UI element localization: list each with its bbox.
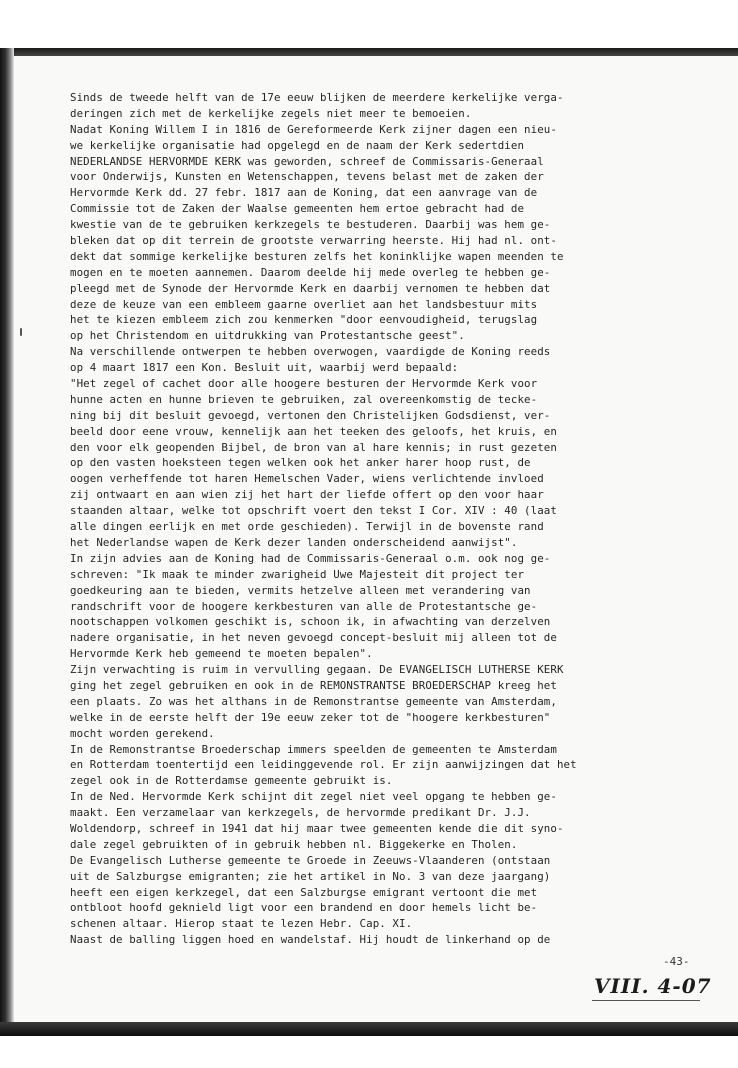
text-line: maakt. Een verzamelaar van kerkzegels, de hervormde predikant Dr. J.J.	[70, 806, 531, 820]
text-line: een plaats. Zo was het althans in de Remonstrantse gemeente van Amsterdam,	[70, 694, 557, 708]
text-line: heeft een eigen kerkzegel, dat een Salzburgse emigrant vertoont die met	[70, 885, 538, 899]
text-line: mocht worden gerekend.	[70, 726, 215, 740]
text-line: ging het zegel gebruiken en ook in de REMONSTRANTSE BROEDERSCHAP kreeg het	[70, 678, 557, 692]
text-line: Woldendorp, schreef in 1941 dat hij maar twee gemeenten kende die dit syno-	[70, 821, 564, 835]
text-line: zij ontwaart en aan wien zij het hart der liefde offert op den voor haar	[70, 488, 544, 502]
text-line: De Evangelisch Lutherse gemeente te Groede in Zeeuws-Vlaanderen (ontstaan	[70, 853, 551, 867]
text-line: In de Remonstrantse Broederschap immers speelden de gemeenten te Amsterdam	[70, 742, 557, 756]
text-line: Commissie tot de Zaken der Waalse gemeenten hem ertoe gebracht had de	[70, 202, 525, 216]
margin-mark	[20, 328, 22, 336]
text-line: goedkeuring aan te bieden, vermits hetzelve alleen met verandering van	[70, 583, 531, 597]
text-line: Zijn verwachting is ruim in vervulling gegaan. De EVANGELISCH LUTHERSE KERK	[70, 663, 564, 677]
scan-border-bottom	[0, 1022, 738, 1036]
page-number: -43-	[663, 955, 690, 968]
text-line: het Nederlandse wapen de Kerk dezer landen onderscheidend aanwijst".	[70, 535, 518, 549]
text-line: In zijn advies aan de Koning had de Commissaris-Generaal o.m. ook nog ge-	[70, 551, 551, 565]
text-line: Naast de balling liggen hoed en wandelstaf. Hij houdt de linkerhand op de	[70, 933, 551, 947]
text-line: den voor elk geopenden Bijbel, de bron van al hare kennis; in rust gezeten	[70, 440, 557, 454]
text-line: pleegd met de Synode der Hervormde Kerk en daarbij vernomen te hebben dat	[70, 281, 551, 295]
text-line: ontbloot hoofd geknield ligt voor een brandend en door hemels licht be-	[70, 901, 538, 915]
text-line: op het Christendom en uitdrukking van Protestantsche geest".	[70, 329, 465, 343]
text-line: beeld door eene vrouw, kennelijk aan het teeken des geloofs, het kruis, en	[70, 424, 557, 438]
archive-stamp: VIII. 4-07	[594, 974, 712, 998]
text-line: oogen verheffende tot haren Hemelschen Vader, wiens verlichtende invloed	[70, 472, 544, 486]
stamp-underline	[592, 1000, 700, 1001]
text-line: alle dingen eerlijk en met orde geschieden). Terwijl in de bovenste rand	[70, 520, 544, 534]
text-line: "Het zegel of cachet door alle hoogere besturen der Hervormde Kerk voor	[70, 377, 538, 391]
text-line: Hervormde Kerk heb gemeend te moeten bepalen".	[70, 647, 373, 661]
text-line: voor Onderwijs, Kunsten en Wetenschappen, tevens belast met de zaken der	[70, 170, 544, 184]
text-line: we kerkelijke organisatie had opgelegd en de naam der Kerk sedertdien	[70, 138, 525, 152]
text-line: Sinds de tweede helft van de 17e eeuw blijken de meerdere kerkelijke verga-	[70, 91, 564, 104]
text-line: deze de keuze van een embleem gaarne overliet aan het landsbestuur mits	[70, 297, 538, 311]
text-line: nadere organisatie, in het neven gevoegd concept-besluit mij alleen tot de	[70, 631, 557, 645]
text-line: bleken dat op dit terrein de grootste verwarring heerste. Hij had nl. ont-	[70, 234, 557, 248]
text-line: deringen zich met de kerkelijke zegels niet meer te bemoeien.	[70, 106, 472, 120]
text-line: ning bij dit besluit gevoegd, vertonen den Christelijken Godsdienst, ver-	[70, 408, 551, 422]
text-line: op 4 maart 1817 een Kon. Besluit uit, waarbij werd bepaald:	[70, 361, 459, 375]
text-line: hunne acten en hunne brieven te gebruiken, zal overeenkomstig de tecke-	[70, 392, 538, 406]
text-line: zegel ook in de Rotterdamse gemeente gebruikt is.	[70, 774, 393, 788]
text-line: op den vasten hoeksteen tegen welken ook het anker harer hoop rust, de	[70, 456, 531, 470]
text-line: NEDERLANDSE HERVORMDE KERK was geworden, schreef de Commissaris-Generaal	[70, 154, 544, 168]
document-body	[70, 90, 710, 948]
text-line: nootschappen volkomen geschikt is, schoon ik, in afwachting van derzelven	[70, 615, 551, 629]
text-line: schenen altaar. Hierop staat te lezen Hebr. Cap. XI.	[70, 917, 413, 931]
text-line: Hervormde Kerk dd. 27 febr. 1817 aan de Koning, dat een aanvrage van de	[70, 186, 538, 200]
text-line: kwestie van de te gebruiken kerkzegels te bestuderen. Daarbij was hem ge-	[70, 218, 551, 232]
text-line: schreven: "Ik maak te minder zwarigheid Uwe Majesteit dit project ter	[70, 567, 525, 581]
text-line: Nadat Koning Willem I in 1816 de Gereformeerde Kerk zijner dagen een nieu-	[70, 122, 557, 136]
text-line: dekt dat sommige kerkelijke besturen zelfs het koninklijke wapen meenden te	[70, 249, 564, 263]
text-line: dale zegel gebruikten of in gebruik hebben nl. Biggekerke en Tholen.	[70, 837, 518, 851]
text-line: staanden altaar, welke tot opschrift voert den tekst I Cor. XIV : 40 (laat	[70, 504, 557, 518]
scan-border-top	[0, 48, 738, 56]
text-line: In de Ned. Hervormde Kerk schijnt dit zegel niet veel opgang te hebben ge-	[70, 790, 557, 804]
scan-border-left	[0, 48, 14, 1033]
text-line: het te kiezen embleem zich zou kenmerken "door eenvoudigheid, terugslag	[70, 313, 538, 327]
text-line: Na verschillende ontwerpen te hebben overwogen, vaardigde de Koning reeds	[70, 345, 551, 359]
text-line: welke in de eerste helft der 19e eeuw zeker tot de "hoogere kerkbesturen"	[70, 710, 551, 724]
text-line: mogen en te moeten aannemen. Daarom deelde hij mede overleg te hebben ge-	[70, 265, 551, 279]
text-line: uit de Salzburgse emigranten; zie het artikel in No. 3 van deze jaargang)	[70, 869, 551, 883]
text-line: en Rotterdam toentertijd een leidinggevende rol. Er zijn aanwijzingen dat het	[70, 758, 577, 772]
text-line: randschrift voor de hoogere kerkbesturen van alle de Protestantsche ge-	[70, 599, 538, 613]
